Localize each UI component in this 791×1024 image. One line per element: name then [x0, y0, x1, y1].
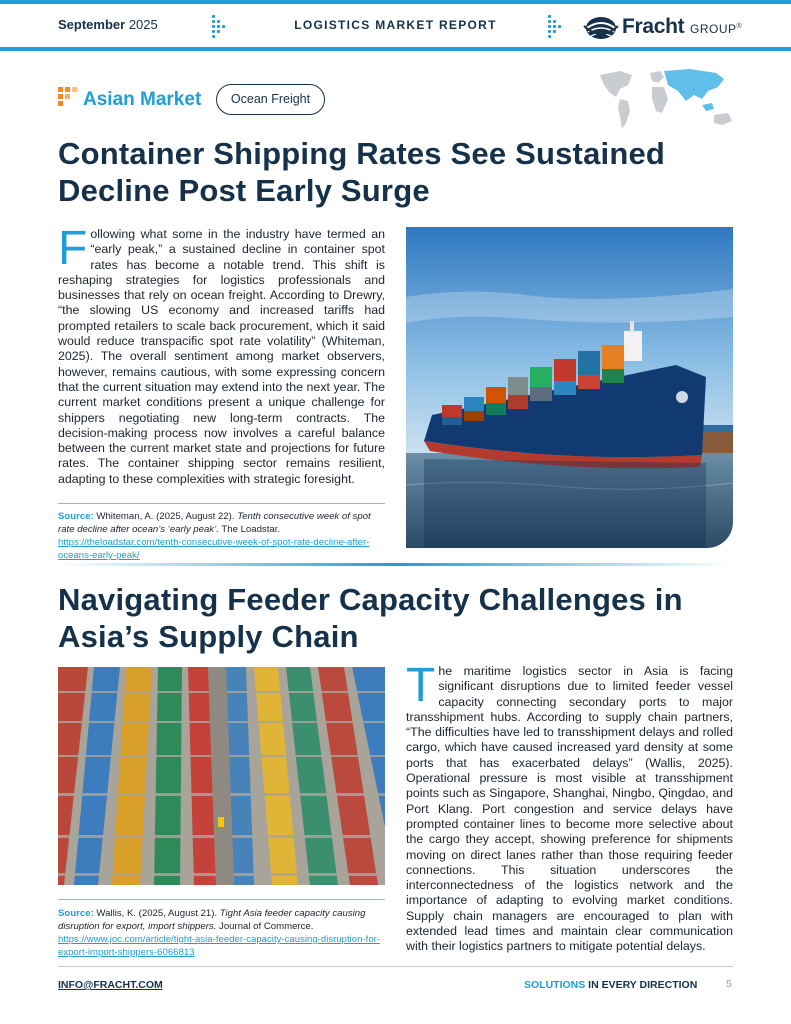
report-year: 2025 [128, 17, 158, 32]
section-divider [58, 563, 733, 566]
article-2-body: The maritime logistics sector in Asia is facing significant disruptions due to limited feeder vessel capacity connecting secondary ports to major transshipment hubs. According to supply chain partners, “The difficulties have led to transshipment delays and rolled cargo, which have caused increased yard density at some ports that has exacerbated delays” (Wallis, 2025). Operational pressure is most visible at transshipment points such as Singapore, Shanghai, Ningbo, Qingdao, and Port Klang. Port congestion and service delays have prompted container lines to become more selective about the cargo they accept, showing preference for shipments moving on direct lanes rather than those requiring feeder connections. This situation underscores the interconnectedness of the logistics network and the importance of adapting to evolving market conditions. Supply chain managers are encouraged to plan with extended lead times and maintain clear communication with their logistics partners to mitigate potential delays. [406, 659, 733, 954]
globe-ship-logo-icon [582, 14, 620, 40]
article-2-source-link[interactable]: https://www.joc.com/article/tight-asia-feeder-capacity-causing-disruption-for-export-import-shippers-6066813 [58, 934, 381, 958]
source-divider [58, 503, 385, 504]
article-1-source-link[interactable]: https://theloadstar.com/tenth-consecutive-week-of-spot-rate-decline-after-oceans-early-peak/ [58, 537, 370, 561]
dots-decoration-icon [548, 15, 562, 37]
report-title: LOGISTICS MARKET REPORT [294, 18, 497, 32]
grid-squares-icon [58, 87, 78, 107]
report-month: September [58, 17, 126, 32]
logo-group-text: GROUP® [690, 22, 743, 36]
footer-tagline: SOLUTIONS IN EVERY DIRECTION [524, 979, 698, 991]
header-bottom-rule [0, 47, 791, 51]
article-1-body: Following what some in the industry have termed an “early peak,” a sustained decline in container spot rates has become a notable trend. This shift is reshaping strategies for logistics professionals and businesses that rely on ocean freight. According to Drewry, “the slowing US economy and increased tariffs had prompted retailers to scale back procurement, which it said would reduce transpacific spot rate volatility” (Whiteman, 2025). The overall sentiment among market observers, however, remains cautious, with some expressing concern that the current situation may extend into the next year. The current market conditions present a unique challenge for shippers negotiating new long-term contracts. The decision-making process now involves a careful balance between the current market state and projections for future rates. The container shipping sector remains resilient, adapting to these complexities with strategic foresight. [58, 222, 385, 486]
article-1-dropcap: F [58, 222, 88, 275]
page-header [0, 0, 791, 52]
article-2-dropcap: T [406, 659, 436, 712]
logo-wordmark: Fracht [622, 15, 685, 38]
ocean-freight-tag: Ocean Freight [216, 84, 325, 115]
section-label: Asian Market [83, 89, 202, 110]
page-number: 5 [726, 978, 732, 990]
article-2-source: Source: Wallis, K. (2025, August 21). Tight Asia feeder capacity causing disruption for export, import shippers. Journal of Commerce. https://www.joc.com/article/tight-asia-feeder-capacity-causing-disruption-for-export-import-shippers-6066813 [58, 908, 381, 958]
container-yard-aerial-photo [58, 667, 385, 885]
article-1-source: Source: Whiteman, A. (2025, August 22). Tenth consecutive week of spot rate decline after ocean’s ‘early peak’. The Loadstar. https://theloadstar.com/tenth-consecutive-week-of-spot-rate-decline-after-oceans-early-peak/ [58, 511, 371, 561]
source-divider [58, 899, 385, 900]
footer-divider [58, 966, 733, 967]
article-2-title: Navigating Feeder Capacity Challenges in Asia’s Supply Chain [58, 582, 683, 654]
container-yard-illustration [58, 667, 385, 885]
article-1-title: Container Shipping Rates See Sustained Decline Post Early Surge [58, 136, 666, 208]
container-ship-photo [406, 227, 733, 548]
footer-email-link[interactable]: INFO@FRACHT.COM [58, 979, 163, 991]
world-map-icon [598, 65, 738, 133]
container-ship-illustration [406, 227, 733, 548]
header-top-rule [0, 0, 791, 4]
fracht-logo [582, 12, 742, 42]
